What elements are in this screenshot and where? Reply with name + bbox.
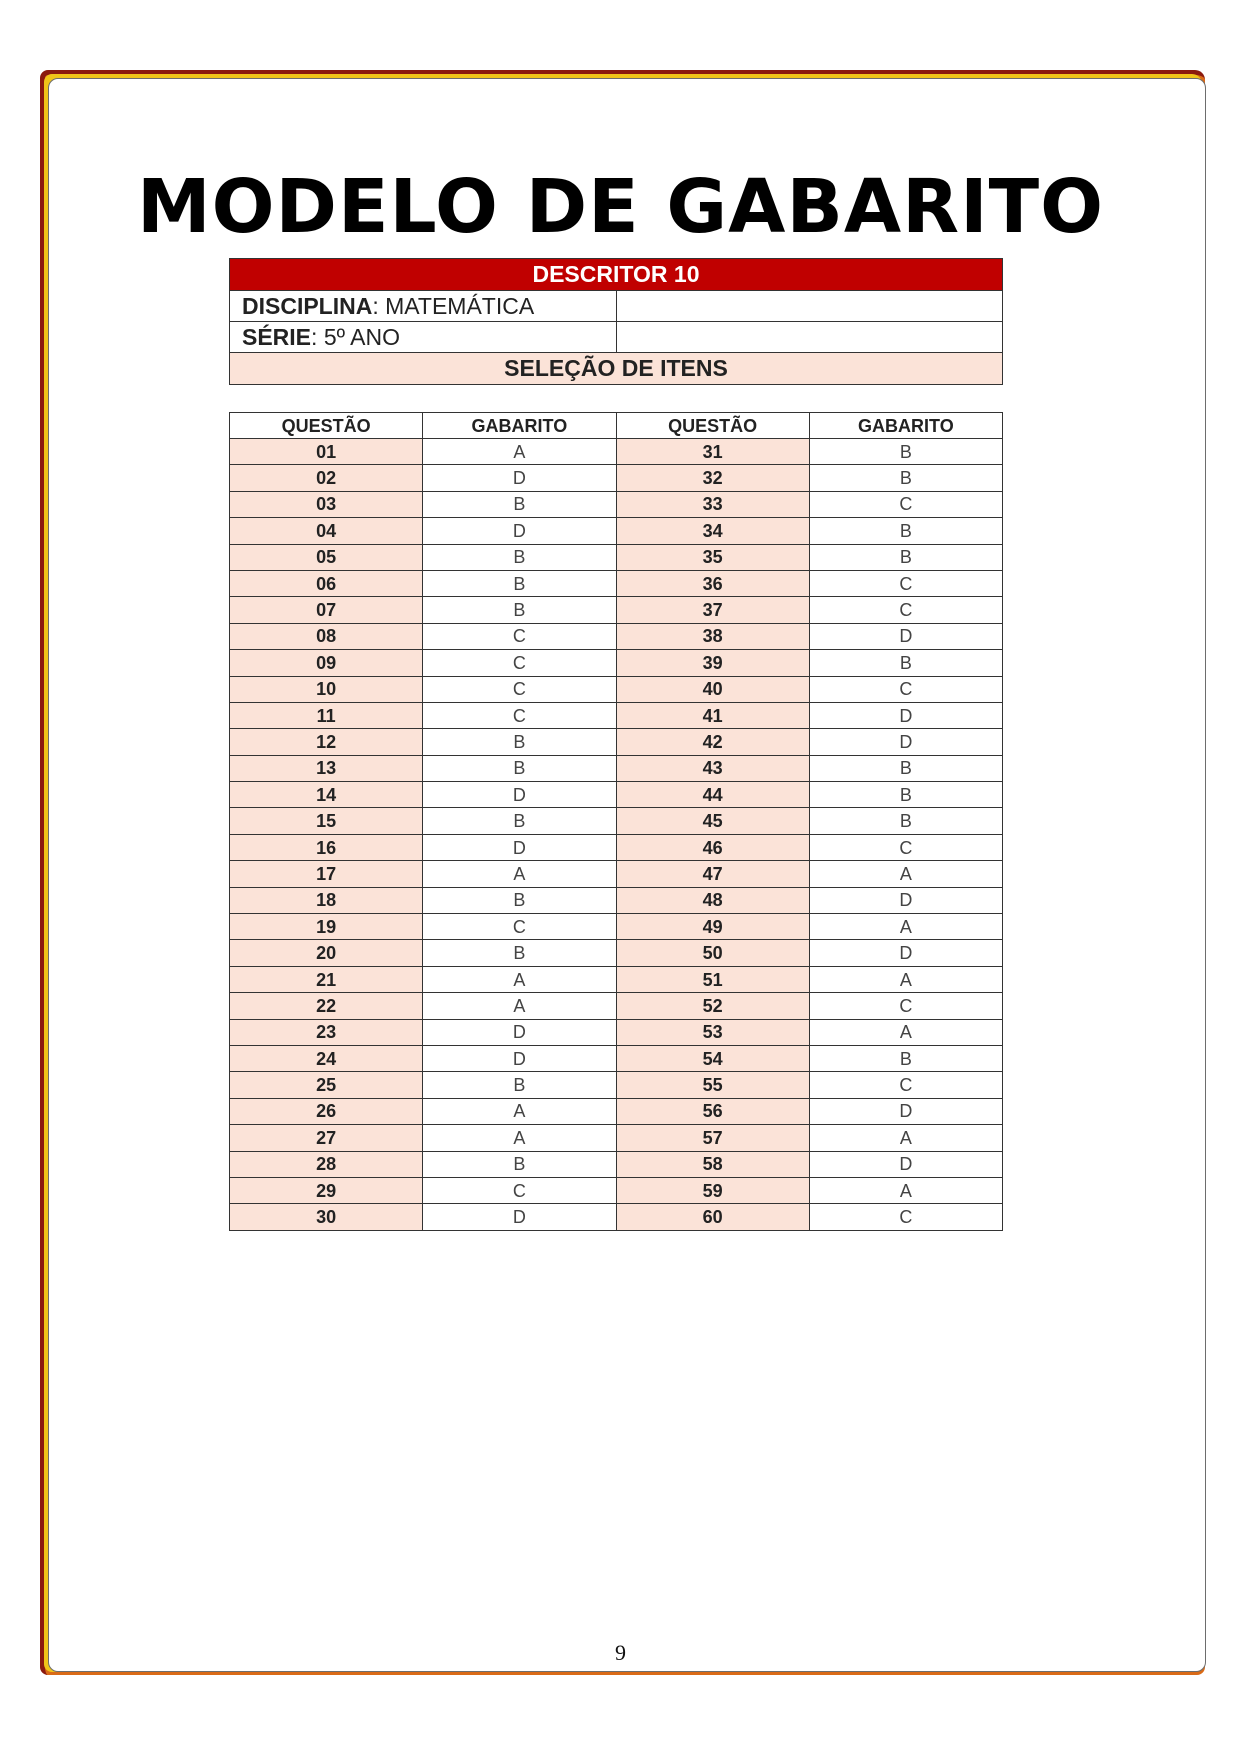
- question-number-cell: 17: [230, 861, 423, 887]
- question-number-cell: 27: [230, 1125, 423, 1151]
- answer-cell: B: [809, 439, 1002, 465]
- question-number-cell: 32: [616, 465, 809, 491]
- answer-cell: C: [423, 623, 616, 649]
- answer-cell: A: [423, 966, 616, 992]
- table-row: [230, 491, 1003, 517]
- page-number: 9: [615, 1640, 626, 1665]
- answer-cell: C: [809, 676, 1002, 702]
- question-number-cell: 40: [616, 676, 809, 702]
- answer-cell: A: [809, 1019, 1002, 1045]
- answer-cell: B: [423, 887, 616, 913]
- answer-cell: B: [423, 755, 616, 781]
- question-number-cell: 50: [616, 940, 809, 966]
- series-row: [230, 322, 1003, 353]
- question-number-cell: 33: [616, 491, 809, 517]
- question-number-cell: 26: [230, 1098, 423, 1124]
- answer-cell: D: [423, 1204, 616, 1230]
- descriptor-cell: DESCRITOR 10: [230, 259, 1003, 291]
- answer-cell: D: [809, 729, 1002, 755]
- descriptor-row: [230, 259, 1003, 291]
- table-row: [230, 676, 1003, 702]
- answer-cell: B: [423, 808, 616, 834]
- question-number-cell: 02: [230, 465, 423, 491]
- answer-cell: B: [423, 729, 616, 755]
- question-number-cell: 03: [230, 491, 423, 517]
- question-number-cell: 25: [230, 1072, 423, 1098]
- answer-cell: B: [423, 544, 616, 570]
- answer-cell: A: [423, 439, 616, 465]
- answer-cell: A: [809, 914, 1002, 940]
- table-row: [230, 993, 1003, 1019]
- series-cell: SÉRIE: 5º ANO: [230, 322, 617, 353]
- question-number-cell: 41: [616, 702, 809, 728]
- question-number-cell: 53: [616, 1019, 809, 1045]
- question-number-cell: 43: [616, 755, 809, 781]
- info-table: [229, 258, 1003, 385]
- answer-cell: B: [809, 782, 1002, 808]
- table-row: [230, 808, 1003, 834]
- answer-cell: D: [809, 887, 1002, 913]
- answer-cell: D: [423, 465, 616, 491]
- question-number-cell: 11: [230, 702, 423, 728]
- answer-cell: A: [423, 1125, 616, 1151]
- answer-cell: D: [423, 1045, 616, 1071]
- question-number-cell: 56: [616, 1098, 809, 1124]
- selection-cell: SELEÇÃO DE ITENS: [230, 353, 1003, 385]
- page-title: MODELO DE GABARITO: [136, 164, 1105, 250]
- question-number-cell: 04: [230, 518, 423, 544]
- answer-cell: C: [809, 993, 1002, 1019]
- answer-cell: A: [809, 1125, 1002, 1151]
- question-number-cell: 31: [616, 439, 809, 465]
- answer-cell: B: [423, 1151, 616, 1177]
- table-row: [230, 1125, 1003, 1151]
- answer-cell: D: [423, 1019, 616, 1045]
- answer-cell: C: [423, 702, 616, 728]
- answer-cell: D: [809, 1098, 1002, 1124]
- question-number-cell: 30: [230, 1204, 423, 1230]
- answer-cell: B: [809, 1045, 1002, 1071]
- question-number-cell: 60: [616, 1204, 809, 1230]
- table-row: [230, 439, 1003, 465]
- answer-cell: B: [423, 597, 616, 623]
- table-row: [230, 1177, 1003, 1203]
- table-row: [230, 650, 1003, 676]
- answer-cell: C: [423, 676, 616, 702]
- discipline-label: DISCIPLINA: [242, 292, 373, 319]
- question-number-cell: 51: [616, 966, 809, 992]
- question-number-cell: 38: [616, 623, 809, 649]
- question-number-cell: 54: [616, 1045, 809, 1071]
- question-number-cell: 52: [616, 993, 809, 1019]
- header-answer-1: GABARITO: [423, 413, 616, 439]
- table-row: [230, 940, 1003, 966]
- question-number-cell: 01: [230, 439, 423, 465]
- question-number-cell: 29: [230, 1177, 423, 1203]
- answer-key-body: [230, 439, 1003, 1231]
- question-number-cell: 46: [616, 834, 809, 860]
- discipline-value: MATEMÁTICA: [385, 292, 535, 319]
- question-number-cell: 44: [616, 782, 809, 808]
- answer-cell: D: [809, 623, 1002, 649]
- table-row: [230, 1204, 1003, 1230]
- table-row: [230, 1151, 1003, 1177]
- question-number-cell: 22: [230, 993, 423, 1019]
- answer-cell: D: [809, 940, 1002, 966]
- question-number-cell: 39: [616, 650, 809, 676]
- answer-cell: A: [423, 993, 616, 1019]
- table-row: [230, 518, 1003, 544]
- table-row: [230, 1045, 1003, 1071]
- question-number-cell: 07: [230, 597, 423, 623]
- answer-cell: B: [809, 808, 1002, 834]
- question-number-cell: 10: [230, 676, 423, 702]
- answer-cell: C: [809, 491, 1002, 517]
- question-number-cell: 34: [616, 518, 809, 544]
- answer-cell: C: [809, 597, 1002, 623]
- question-number-cell: 08: [230, 623, 423, 649]
- table-row: [230, 887, 1003, 913]
- question-number-cell: 21: [230, 966, 423, 992]
- answer-cell: B: [809, 518, 1002, 544]
- table-row: [230, 966, 1003, 992]
- question-number-cell: 24: [230, 1045, 423, 1071]
- header-question-1: QUESTÃO: [230, 413, 423, 439]
- answer-cell: D: [809, 702, 1002, 728]
- answer-cell: D: [809, 1151, 1002, 1177]
- answer-key-header-row: [230, 413, 1003, 439]
- question-number-cell: 47: [616, 861, 809, 887]
- header-answer-2: GABARITO: [809, 413, 1002, 439]
- question-number-cell: 09: [230, 650, 423, 676]
- answer-key-table: [229, 412, 1003, 1231]
- answer-cell: C: [809, 1204, 1002, 1230]
- table-row: [230, 861, 1003, 887]
- question-number-cell: 20: [230, 940, 423, 966]
- answer-cell: B: [423, 1072, 616, 1098]
- question-number-cell: 42: [616, 729, 809, 755]
- question-number-cell: 16: [230, 834, 423, 860]
- answer-cell: C: [809, 570, 1002, 596]
- answer-cell: C: [423, 914, 616, 940]
- answer-cell: C: [809, 834, 1002, 860]
- question-number-cell: 49: [616, 914, 809, 940]
- discipline-cell: DISCIPLINA: MATEMÁTICA: [230, 291, 617, 322]
- discipline-blank-cell: [617, 291, 1003, 322]
- table-row: [230, 1098, 1003, 1124]
- answer-cell: C: [809, 1072, 1002, 1098]
- answer-cell: B: [423, 491, 616, 517]
- answer-cell: B: [809, 465, 1002, 491]
- table-row: [230, 755, 1003, 781]
- question-number-cell: 23: [230, 1019, 423, 1045]
- header-question-2: QUESTÃO: [616, 413, 809, 439]
- series-blank-cell: [617, 322, 1003, 353]
- discipline-row: [230, 291, 1003, 322]
- question-number-cell: 06: [230, 570, 423, 596]
- answer-cell: A: [809, 1177, 1002, 1203]
- table-row: [230, 570, 1003, 596]
- question-number-cell: 18: [230, 887, 423, 913]
- series-label: SÉRIE: [242, 323, 312, 350]
- table-row: [230, 544, 1003, 570]
- answer-cell: A: [809, 861, 1002, 887]
- answer-cell: B: [809, 650, 1002, 676]
- table-row: [230, 914, 1003, 940]
- answer-cell: D: [423, 834, 616, 860]
- table-row: [230, 1072, 1003, 1098]
- answer-cell: B: [809, 544, 1002, 570]
- question-number-cell: 36: [616, 570, 809, 596]
- table-row: [230, 465, 1003, 491]
- question-number-cell: 57: [616, 1125, 809, 1151]
- series-value: 5º ANO: [323, 323, 400, 350]
- table-row: [230, 729, 1003, 755]
- question-number-cell: 55: [616, 1072, 809, 1098]
- question-number-cell: 12: [230, 729, 423, 755]
- table-row: [230, 623, 1003, 649]
- question-number-cell: 58: [616, 1151, 809, 1177]
- question-number-cell: 48: [616, 887, 809, 913]
- table-row: [230, 1019, 1003, 1045]
- answer-cell: A: [423, 1098, 616, 1124]
- answer-cell: B: [809, 755, 1002, 781]
- question-number-cell: 59: [616, 1177, 809, 1203]
- question-number-cell: 45: [616, 808, 809, 834]
- table-row: [230, 702, 1003, 728]
- answer-cell: C: [423, 1177, 616, 1203]
- answer-cell: A: [809, 966, 1002, 992]
- selection-row: [230, 353, 1003, 385]
- question-number-cell: 37: [616, 597, 809, 623]
- answer-cell: A: [423, 861, 616, 887]
- table-row: [230, 597, 1003, 623]
- question-number-cell: 19: [230, 914, 423, 940]
- answer-cell: B: [423, 570, 616, 596]
- answer-cell: D: [423, 518, 616, 544]
- question-number-cell: 35: [616, 544, 809, 570]
- question-number-cell: 14: [230, 782, 423, 808]
- question-number-cell: 28: [230, 1151, 423, 1177]
- table-row: [230, 834, 1003, 860]
- question-number-cell: 05: [230, 544, 423, 570]
- answer-cell: D: [423, 782, 616, 808]
- question-number-cell: 15: [230, 808, 423, 834]
- question-number-cell: 13: [230, 755, 423, 781]
- answer-cell: C: [423, 650, 616, 676]
- answer-cell: B: [423, 940, 616, 966]
- table-row: [230, 782, 1003, 808]
